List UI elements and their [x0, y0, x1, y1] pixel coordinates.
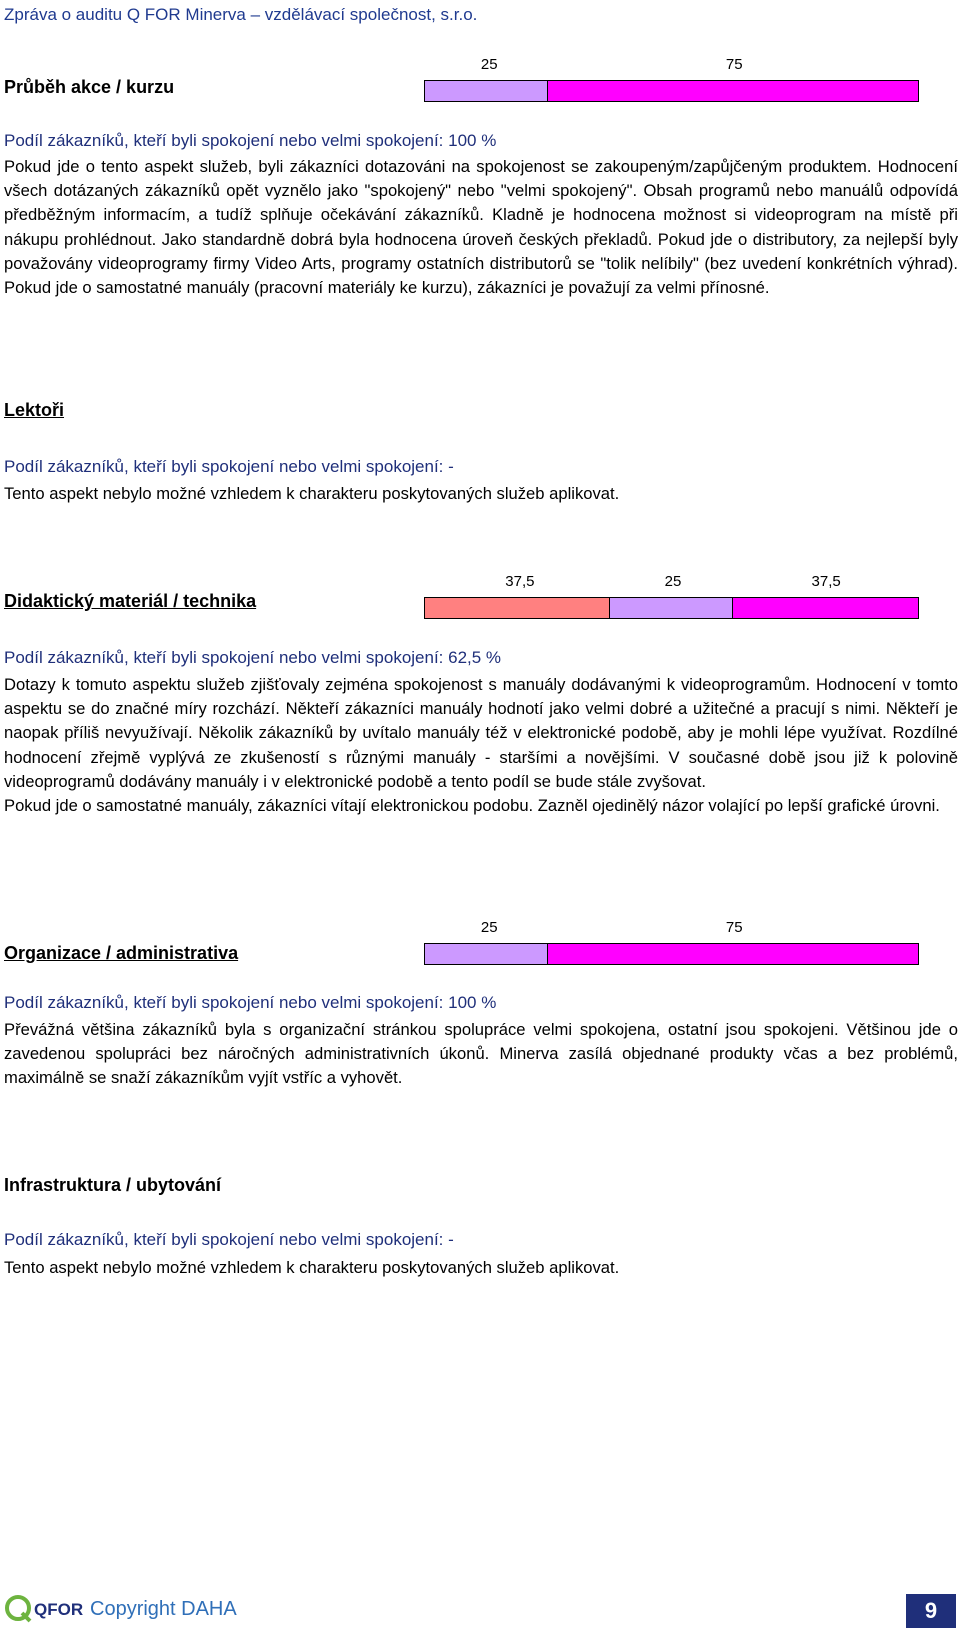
bar-labels [428, 573, 918, 591]
stacked-bar [424, 943, 919, 965]
stacked-bar [424, 80, 919, 102]
bar-value-label: 25 [480, 919, 498, 936]
bar-labels [428, 919, 918, 937]
paragraph: Dotazy k tomuto aspektu služeb zjišťovaly zejména spokojenost s manuály dodávanými k videoprogramům. Hodnocení v tomto aspektu se do značné míry rozchází. Někteří zákazníci manuály hodnotí jako velmi dobré a užitečné a pracují s nimi. Někteří je naopak příliš nevyužívají. Několik zákazníků by uvítalo manuály též v elektronické podobě, aby je mohli lépe využívat. Rozdílné hodnocení zřejmě vyplývá ze zkušeností s různými manuály - staršími a novějšími. V současné době jsou již k polovině videoprogramů dodávány manuály i v elektronické podobě a tento podíl se bude stále zvyšovat. [4, 675, 958, 791]
section-text [4, 1018, 958, 1091]
qfor-logo [4, 1593, 86, 1623]
qfor-logo-icon [4, 1593, 86, 1623]
bar-segment [425, 598, 610, 618]
satisfaction-share: Podíl zákazníků, kteří byli spokojení nebo velmi spokojení: 100 % [4, 993, 497, 1012]
bar-segment [733, 598, 918, 618]
section-text [4, 482, 958, 506]
section-text [4, 155, 958, 300]
bar-value-label: 25 [480, 56, 498, 73]
satisfaction-share: Podíl zákazníků, kteří byli spokojení nebo velmi spokojení: - [4, 1230, 454, 1249]
bar-segment [425, 81, 548, 101]
bar-segment [425, 944, 548, 964]
section-text [4, 673, 958, 818]
paragraph: Pokud jde o tento aspekt služeb, byli zákazníci dotazováni na spokojenost se zakoupeným/zapůjčeným produktem. Hodnocení všech dotázaných zákazníků opět vyznělo jako "spokojený" nebo "velmi spokojený". Obsah programů nebo manuálů odpovídá předběžným informacím, a tudíž splňuje očekávání zákazníků. Kladně je hodnocena možnost si videoprogram na místě při nákupu prohlédnout. Jako standardně dobrá byla hodnocena úroveň českých překladů. Pokud jde o distributory, za nejlepší byly považovány videoprogramy firmy Video Arts, programy ostatních distributorů se "tolik nelíbily" (bez uvedení konkrétních výhrad). Pokud jde o samostatné manuály (pracovní materiály ke kurzu), zákazníci je považují za velmi přínosné. [4, 157, 958, 298]
bar-segment [548, 81, 918, 101]
satisfaction-share: Podíl zákazníků, kteří byli spokojení nebo velmi spokojení: - [4, 457, 454, 476]
logo-text: QFOR [34, 1600, 84, 1619]
stacked-bar [424, 597, 919, 619]
section-title: Průběh akce / kurzu [4, 77, 175, 97]
satisfaction-share: Podíl zákazníků, kteří byli spokojení nebo velmi spokojení: 100 % [4, 131, 497, 150]
bar-value-label: 25 [664, 573, 682, 590]
paragraph: Pokud jde o samostatné manuály, zákazníci vítají elektronickou podobu. Zazněl ojedinělý názor volající po lepší grafické úrovni. [4, 796, 940, 816]
bar-segment [610, 598, 733, 618]
section-title: Didaktický materiál / technika [4, 591, 257, 611]
section-title: Lektoři [4, 400, 65, 420]
copyright-text: Copyright DAHA [90, 1598, 237, 1620]
paragraph: Tento aspekt nebylo možné vzhledem k charakteru poskytovaných služeb aplikovat. [4, 1258, 620, 1277]
page-number: 9 [906, 1594, 956, 1628]
section-text [4, 1256, 958, 1280]
section-title: Infrastruktura / ubytování [4, 1175, 222, 1195]
bar-value-label: 37,5 [811, 573, 841, 590]
bar-value-label: 75 [725, 919, 743, 936]
paragraph: Převážná většina zákazníků byla s organizační stránkou spolupráce velmi spokojena, ostatní jsou spokojeni. Většinou jde o zavedenou spolupráci bez náročných administrativních úkonů. Minerva zasílá objednané produkty včas a bez problémů, maximálně se snaží zákazníkům vyjít vstříc a vyhovět. [4, 1020, 958, 1088]
bar-segment [548, 944, 918, 964]
section-title: Organizace / administrativa [4, 943, 239, 963]
document-header: Zpráva o auditu Q FOR Minerva – vzdělávací společnost, s.r.o. [4, 5, 478, 24]
bar-value-label: 37,5 [505, 573, 535, 590]
paragraph: Tento aspekt nebylo možné vzhledem k charakteru poskytovaných služeb aplikovat. [4, 484, 620, 503]
satisfaction-share: Podíl zákazníků, kteří byli spokojení nebo velmi spokojení: 62,5 % [4, 648, 502, 667]
bar-value-label: 75 [725, 56, 743, 73]
bar-labels [428, 56, 918, 74]
